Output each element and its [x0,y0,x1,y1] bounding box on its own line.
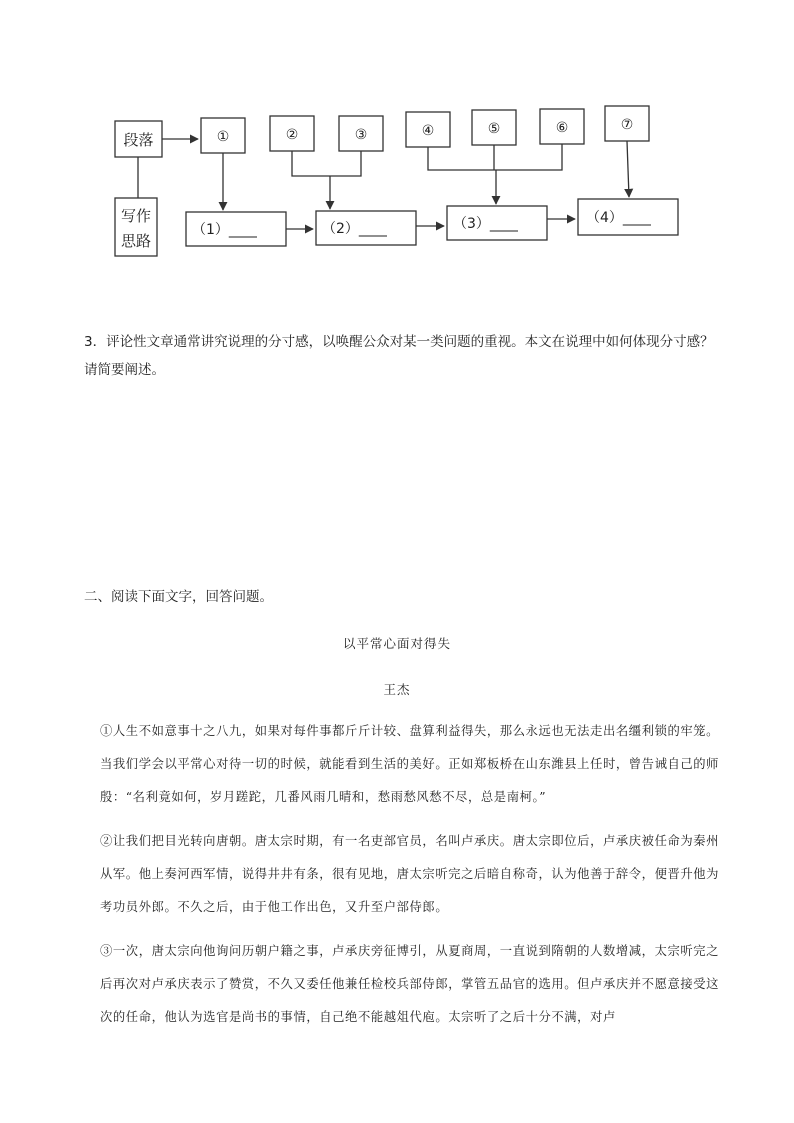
article-paragraph-3: ③一次，唐太宗向他询问历朝户籍之事，卢承庆旁征博引，从夏商周，一直说到隋朝的人数增减，太宗听完之后再次对卢承庆表示了赞赏，不久又委任他兼任检校兵部侍郎，掌管五品官的选用。但卢承庆并不愿意接受这次的任命，他认为选官是尚书的事情，自己绝不能越俎代庖。太宗听了之后十分不满，对卢 [100,944,720,1024]
article-paragraph-1: ①人生不如意事十之八九，如果对每件事都斤斤计较、盘算利益得失，那么永远也无法走出名缰利锁的牢笼。当我们学会以平常心对待一切的时候，就能看到生活的美好。正如郑板桥在山东潍县上任时，曾告诫自己的师殷：“名利竟如何，岁月蹉跎，几番风雨几晴和，愁雨愁风愁不尽，总是南柯。” [100,724,720,804]
paragraph-header-label: 段落 [123,131,154,149]
paragraph-label-4: ④ [421,123,435,139]
writing-structure-diagram [0,0,794,270]
paragraph-label-5: ⑤ [487,121,501,137]
arrow-7-to-box4 [627,141,629,197]
writing-step-label-3: （3）____ [453,216,518,232]
bracket-2-3 [292,151,361,176]
paragraph-label-2: ② [285,127,299,143]
writing-step-label-4: （4）____ [586,210,651,226]
paragraph-label-6: ⑥ [555,120,569,136]
question-3 [84,328,744,384]
paragraph-label-3: ③ [354,127,368,143]
writing-step-label-1: （1）____ [192,222,257,238]
bracket-4-6 [428,144,562,170]
writing-path-label-line1: 写作 [120,207,152,225]
question-3-line2: 请简要阐述。 [84,362,165,378]
paragraph-label-1: ① [216,129,230,145]
writing-step-label-2: （2）____ [322,221,387,237]
section-2-heading: 二、阅读下面文字，回答问题。 [84,589,273,605]
question-3-line1: 3．评论性文章通常讲究说理的分寸感，以唤醒公众对某一类问题的重视。本文在说理中如何体现分寸感？ [84,334,714,350]
article-paragraph-2: ②让我们把目光转向唐朝。唐太宗时期，有一名吏部官员，名叫卢承庆。唐太宗即位后，卢承庆被任命为秦州从军。他上奏河西军情，说得井井有条，很有见地，唐太宗听完之后暗自称奇，认为他善于辞令，便晋升他为考功员外郎。不久之后，由于他工作出色，又升至户部侍郎。 [100,834,720,914]
writing-path-label-line2: 思路 [120,232,152,250]
article-author: 王杰 [383,682,411,697]
paragraph-label-7: ⑦ [620,117,634,133]
article-title: 以平常心面对得失 [342,636,451,651]
